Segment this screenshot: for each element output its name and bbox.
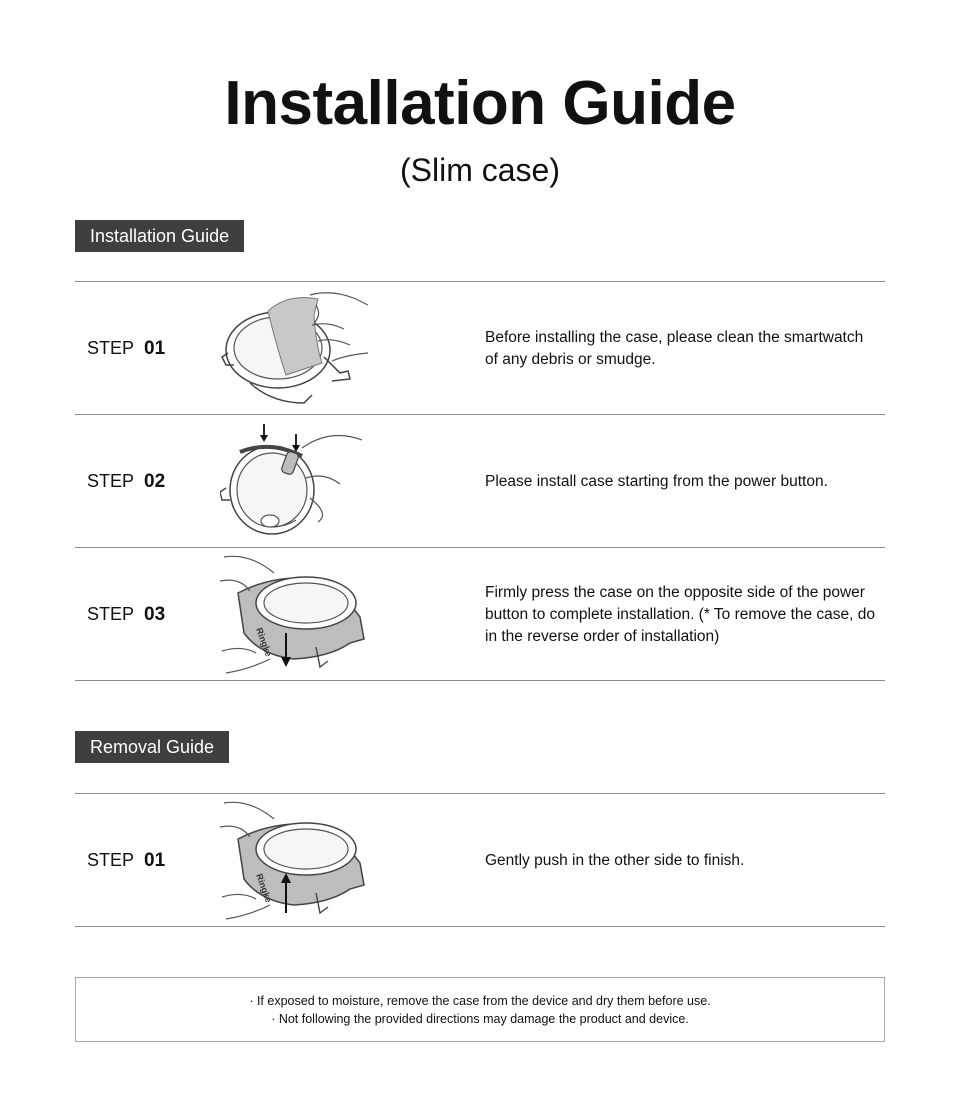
caution-notes xyxy=(75,977,885,1042)
step-label: STEP 03 xyxy=(87,603,166,625)
clean-watch-illustration xyxy=(220,285,370,412)
step-description: Before installing the case, please clean the smartwatch of any debris or smudge. xyxy=(485,328,864,368)
removal-step-1 xyxy=(75,794,885,927)
step-description: Firmly press the case on the opposite side of the power button to complete installation. (* To remove the case, do in the reverse order of installation) xyxy=(485,583,876,645)
ringke-logo: Ringke xyxy=(254,626,274,658)
ringke-logo: Ringke xyxy=(254,872,274,904)
step-number: 01 xyxy=(144,337,166,359)
install-step-2 xyxy=(75,415,885,548)
removal-illustration xyxy=(220,797,370,924)
installation-section-label: Installation Guide xyxy=(75,220,244,252)
divider xyxy=(75,926,885,927)
step-number: 03 xyxy=(144,603,166,625)
step-description: Please install case starting from the power button. xyxy=(485,472,828,490)
step-description: Gently push in the other side to finish. xyxy=(485,851,745,869)
step-label: STEP 01 xyxy=(87,849,166,871)
press-case-illustration xyxy=(220,551,370,678)
note-line: · Not following the provided directions may damage the product and device. xyxy=(271,1011,689,1026)
step-number: 01 xyxy=(144,849,166,871)
step-label: STEP 01 xyxy=(87,337,166,359)
power-button-install-illustration xyxy=(220,418,370,545)
step-label: STEP 02 xyxy=(87,470,166,492)
divider xyxy=(75,680,885,681)
note-line: · If exposed to moisture, remove the case from the device and dry them before use. xyxy=(249,993,711,1008)
install-step-1 xyxy=(75,282,885,415)
step-number: 02 xyxy=(144,470,166,492)
page-subtitle: (Slim case) xyxy=(399,152,560,188)
removal-section-label: Removal Guide xyxy=(75,731,229,763)
page-title: Installation Guide xyxy=(224,69,736,138)
install-step-3 xyxy=(75,548,885,681)
